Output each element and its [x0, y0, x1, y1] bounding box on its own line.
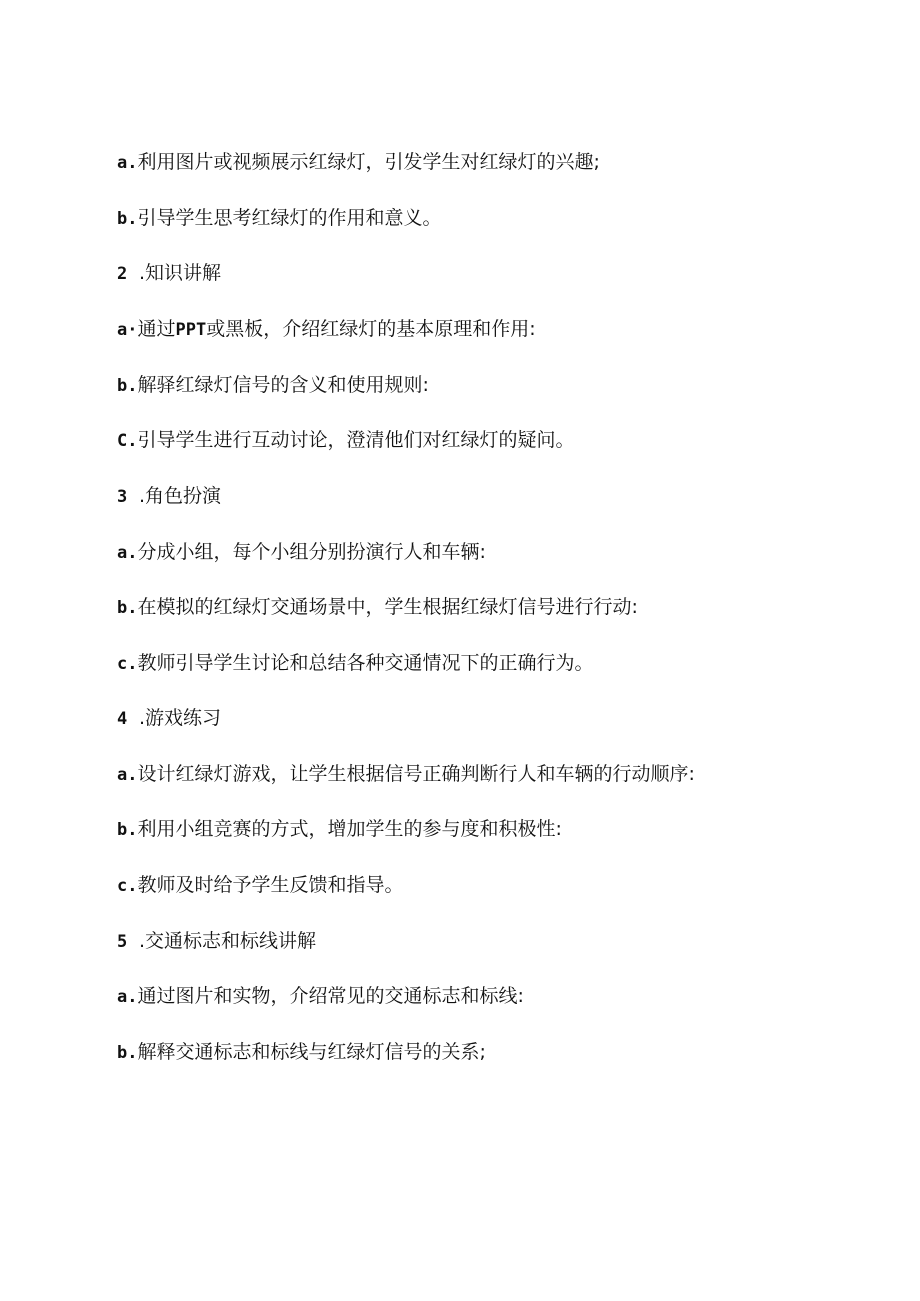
- item-marker: a·: [117, 320, 138, 340]
- item-marker: a.: [117, 987, 138, 1007]
- list-item: [117, 651, 594, 675]
- item-text: 引导学生进行互动讨论，澄清他们对红绿灯的疑问。: [137, 429, 575, 451]
- item-marker: b.: [117, 376, 138, 396]
- list-item: [117, 1040, 486, 1064]
- section-heading: [117, 706, 221, 730]
- item-text: 通过图片和实物，介绍常见的交通标志和标线:: [137, 985, 524, 1007]
- item-marker: b.: [117, 820, 138, 840]
- list-item: [117, 817, 562, 841]
- list-item: [117, 873, 404, 897]
- item-text: 设计红绿灯游戏，让学生根据信号正确判断行人和车辆的行动顺序:: [137, 763, 695, 785]
- item-marker: b.: [117, 598, 138, 618]
- list-item: [117, 595, 638, 619]
- list-item: [117, 206, 442, 230]
- section-number: 4: [117, 709, 128, 729]
- list-item: [117, 373, 429, 397]
- section-heading: [117, 929, 316, 953]
- item-marker: a.: [117, 543, 138, 563]
- item-text: 通过PPT或黑板，介绍红绿灯的基本原理和作用:: [137, 318, 536, 340]
- section-title: .角色扮演: [139, 485, 222, 507]
- item-text: 教师引导学生讨论和总结各种交通情况下的正确行为。: [137, 652, 594, 674]
- list-item: [117, 428, 575, 452]
- item-text: 解释交通标志和标线与红绿灯信号的关系;: [137, 1041, 486, 1063]
- list-item: [117, 984, 524, 1008]
- section-number: 2: [117, 264, 128, 284]
- item-text: 在模拟的红绿灯交通场景中，学生根据红绿灯信号进行行动:: [137, 596, 638, 618]
- section-title: .游戏练习: [139, 707, 222, 729]
- item-text: 教师及时给予学生反馈和指导。: [137, 874, 404, 896]
- list-item: [117, 762, 695, 786]
- item-marker: a.: [117, 153, 138, 173]
- item-marker: b.: [117, 1043, 138, 1063]
- section-number: 3: [117, 487, 128, 507]
- item-marker: c.: [117, 654, 138, 674]
- item-text: 引导学生思考红绿灯的作用和意义。: [137, 207, 442, 229]
- list-item: [117, 150, 600, 174]
- item-text: 利用图片或视频展示红绿灯，引发学生对红绿灯的兴趣;: [137, 151, 600, 173]
- item-marker: C.: [117, 431, 138, 451]
- item-marker: a.: [117, 765, 138, 785]
- list-item: [117, 540, 486, 564]
- section-title: .交通标志和标线讲解: [139, 930, 317, 952]
- section-heading: [117, 261, 221, 285]
- list-item: [117, 317, 536, 341]
- section-number: 5: [117, 932, 128, 952]
- item-text: 利用小组竞赛的方式，增加学生的参与度和积极性:: [137, 818, 562, 840]
- item-text: 分成小组，每个小组分别扮演行人和车辆:: [137, 541, 486, 563]
- item-text: 解驿红绿灯信号的含义和使用规则:: [137, 374, 429, 396]
- section-title: .知识讲解: [139, 262, 222, 284]
- item-marker: c.: [117, 876, 138, 896]
- section-heading: [117, 484, 221, 508]
- item-marker: b.: [117, 209, 138, 229]
